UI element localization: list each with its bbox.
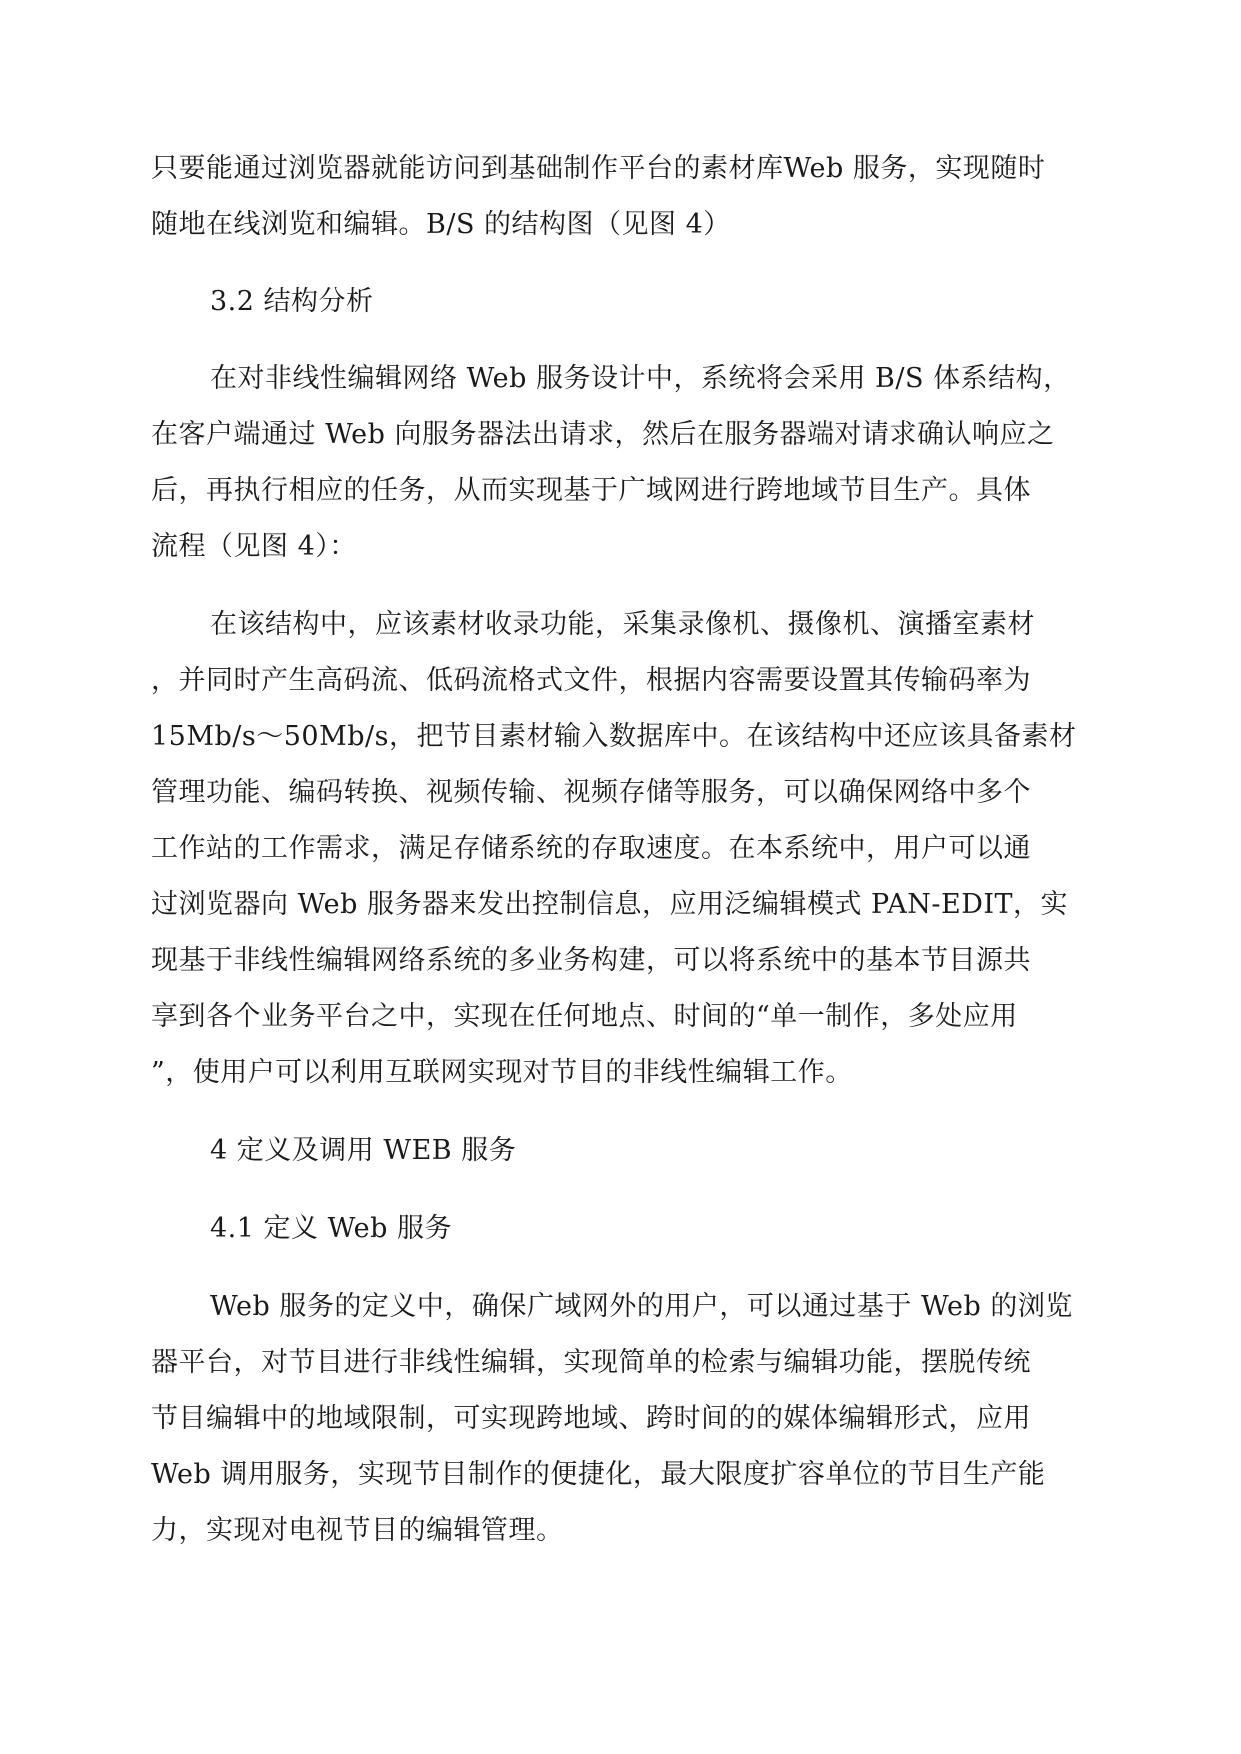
text-line: 现基于非线性编辑网络系统的多业务构建，可以将系统中的基本节目源共 (151, 945, 1031, 976)
text-line: Web 调用服务，实现节目制作的便捷化，最大限度扩容单位的节目生产能 (151, 1459, 1046, 1490)
text-line: 只要能通过浏览器就能访问到基础制作平台的素材库Web 服务，实现随时 (151, 153, 1046, 184)
text-line: 流程（见图 4）： (151, 531, 357, 562)
text-line: 工作站的工作需求，满足存储系统的存取速度。在本系统中，用户可以通 (151, 833, 1031, 864)
text-line: ”，使用户可以利用互联网实现对节目的非线性编辑工作。 (151, 1057, 853, 1088)
text-line: Web 服务的定义中，确保广域网外的用户，可以通过基于 Web 的浏览 (210, 1291, 1073, 1322)
text-line: 节目编辑中的地域限制，可实现跨地域、跨时间的的媒体编辑形式，应用 (151, 1403, 1031, 1434)
text-line: 过浏览器向 Web 服务器来发出控制信息，应用泛编辑模式 PAN-EDIT，实 (151, 889, 1069, 920)
text-line: 在该结构中，应该素材收录功能，采集录像机、摄像机、演播室素材 (210, 609, 1035, 640)
section-heading: 4.1 定义 Web 服务 (210, 1213, 452, 1244)
text-line: 力，实现对电视节目的编辑管理。 (151, 1515, 564, 1546)
section-heading: 4 定义及调用 WEB 服务 (210, 1135, 517, 1166)
section-heading: 3.2 结构分析 (210, 286, 374, 317)
text-line: 后，再执行相应的任务，从而实现基于广域网进行跨地域节目生产。具体 (151, 475, 1031, 506)
text-line: 器平台，对节目进行非线性编辑，实现简单的检索与编辑功能，摆脱传统 (151, 1347, 1031, 1378)
text-line: 15Mb/s～50Mb/s，把节目素材输入数据库中。在该结构中还应该具备素材 (151, 721, 1077, 752)
text-line: 在对非线性编辑网络 Web 服务设计中，系统将会采用 B/S 体系结构， (210, 363, 1071, 394)
text-line: 随地在线浏览和编辑。B/S 的结构图（见图 4） (151, 209, 731, 240)
text-line: 在客户端通过 Web 向服务器法出请求，然后在服务器端对请求确认响应之 (151, 419, 1055, 450)
text-line: 管理功能、编码转换、视频传输、视频存储等服务，可以确保网络中多个 (151, 777, 1031, 808)
text-line: ，并同时产生高码流、低码流格式文件，根据内容需要设置其传输码率为 (151, 665, 1031, 696)
text-line: 享到各个业务平台之中，实现在任何地点、时间的“单一制作，多处应用 (151, 1001, 1018, 1032)
